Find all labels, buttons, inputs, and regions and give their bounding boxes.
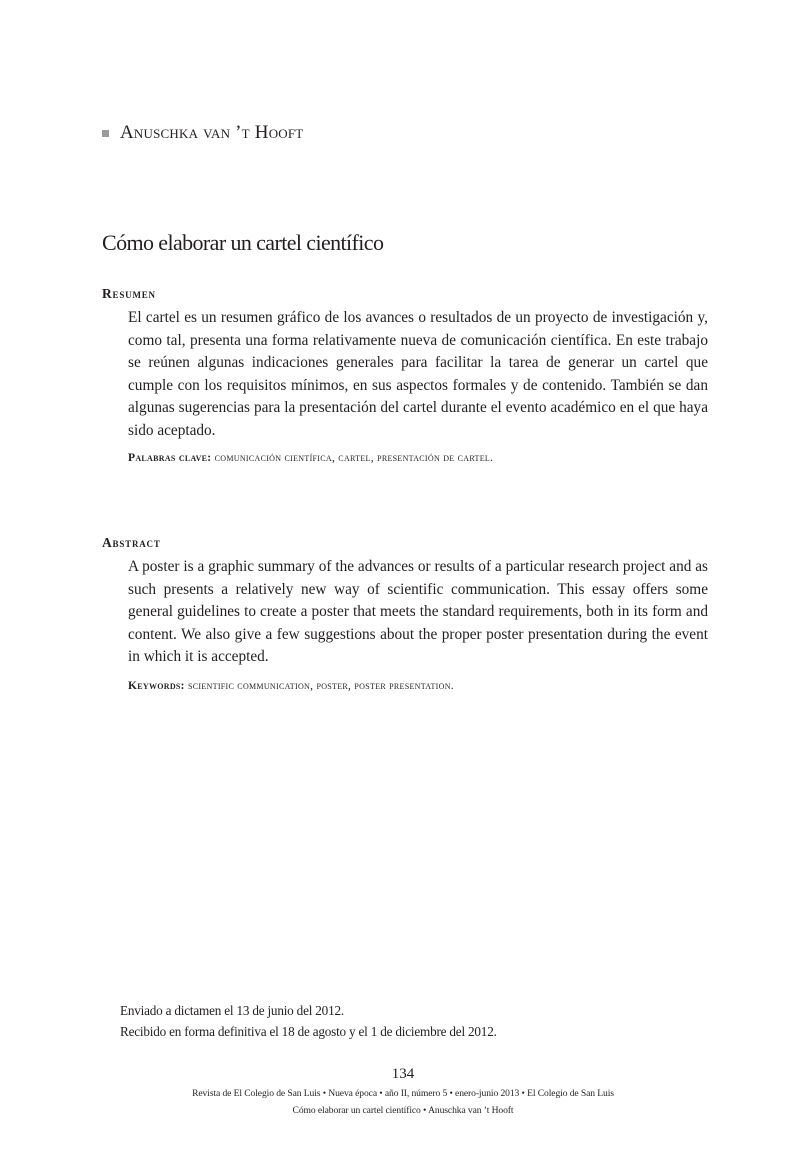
resumen-keywords-label: Palabras clave: [128, 452, 212, 464]
resumen-keywords-list: comunicación científica, cartel, presentación de cartel. [214, 452, 494, 464]
submission-dates [120, 1000, 497, 1042]
abstract-keywords-list: scientific communication, poster, poster presentation. [188, 680, 454, 692]
abstract-heading: Abstract [102, 535, 161, 550]
resumen-heading: Resumen [102, 286, 156, 301]
resumen-keywords [128, 452, 493, 464]
journal-footer: Revista de El Colegio de San Luis • Nueva época • año II, número 5 • enero-junio 2013 • El Colegio de San Luis [192, 1088, 614, 1099]
sent-date: Enviado a dictamen el 13 de junio del 2012. [120, 1003, 344, 1018]
article-footer: Cómo elaborar un cartel científico • Anuschka van ’t Hooft [292, 1105, 514, 1116]
received-date: Recibido en forma definitiva el 18 de agosto y el 1 de diciembre del 2012. [120, 1024, 497, 1039]
abstract-text: A poster is a graphic summary of the advances or results of a particular research project and as such presents a relatively new way of scientific communication. This essay offers some general guidelines to create a poster that meets the standard requirements, both in its form and content. We also give a few suggestions about the proper poster presentation during the event in which it is accepted. [128, 558, 708, 666]
abstract-keywords-label: Keywords: [128, 680, 185, 692]
author-name [102, 122, 303, 144]
author-name-text: Anuschka van ’t Hooft [120, 122, 304, 143]
page-number: 134 [391, 1066, 415, 1082]
resumen-text: El cartel es un resumen gráfico de los avances o resultados de un proyecto de investigación y, como tal, presenta una forma relativamente nueva de comunicación científica. En este trabajo se reúnen algunas indicaciones generales para facilitar la tarea de generar un cartel que cumple con los requisitos mínimos, en sus aspectos formales y de contenido. También se dan algunas sugerencias para la presentación del cartel durante el evento académico en el que haya sido aceptado. [128, 309, 708, 439]
abstract-keywords [128, 680, 454, 692]
article-title: Cómo elaborar un cartel científico [102, 230, 384, 255]
square-bullet-icon [102, 130, 109, 137]
